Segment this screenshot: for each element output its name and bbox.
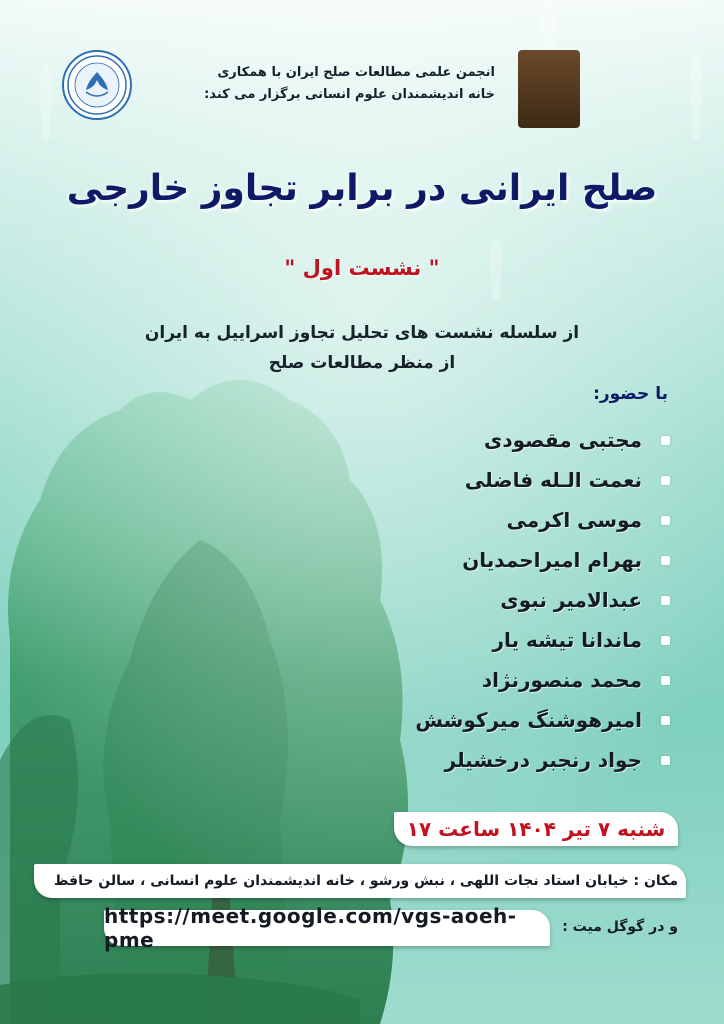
bullet-icon bbox=[661, 676, 670, 685]
speaker-name: موسی اکرمی bbox=[506, 508, 642, 532]
header-text bbox=[165, 62, 495, 106]
speaker-name: امیرهوشنگ میرکوشش bbox=[415, 708, 642, 732]
speaker-item bbox=[250, 740, 670, 780]
speaker-item bbox=[250, 700, 670, 740]
location-text: مکان : خیابان استاد نجات اللهی ، نبش ورشو ، خانه اندیشمندان علوم انسانی ، سالن حافظ bbox=[53, 873, 678, 889]
google-meet-link-box[interactable] bbox=[104, 904, 550, 952]
header bbox=[140, 50, 580, 140]
speaker-item bbox=[250, 660, 670, 700]
event-title: صلح ایرانی در برابر تجاوز خارجی bbox=[66, 168, 658, 209]
bullet-icon bbox=[661, 756, 670, 765]
header-host-line: خانه اندیشمندان علوم انسانی برگزار می کند: bbox=[204, 87, 495, 102]
house-of-thinkers-logo bbox=[518, 50, 580, 128]
speaker-name: بهرام امیراحمدیان bbox=[462, 548, 642, 572]
bullet-icon bbox=[661, 556, 670, 565]
subtitle bbox=[0, 318, 724, 378]
speaker-item bbox=[250, 620, 670, 660]
google-meet-label: و در گوگل میت : bbox=[562, 919, 678, 935]
bullet-icon bbox=[661, 596, 670, 605]
bullet-icon bbox=[661, 516, 670, 525]
attendance-label: با حضور: bbox=[593, 384, 668, 404]
bullet-icon bbox=[661, 476, 670, 485]
bullet-icon bbox=[661, 716, 670, 725]
location-box bbox=[34, 864, 686, 898]
google-meet-row bbox=[104, 904, 686, 952]
bullet-icon bbox=[661, 436, 670, 445]
bullet-icon bbox=[661, 636, 670, 645]
speaker-name: جواد رنجبر درخشیلر bbox=[444, 748, 642, 772]
date-time-box bbox=[394, 812, 678, 846]
date-time-text: شنبه ۷ تیر ۱۴۰۴ ساعت ۱۷ bbox=[406, 817, 666, 841]
peace-studies-logo bbox=[62, 50, 132, 120]
google-meet-link[interactable]: https://meet.google.com/vgs-aoeh-pme bbox=[104, 904, 517, 952]
speaker-item bbox=[250, 580, 670, 620]
subtitle-line-2: از منظر مطالعات صلح bbox=[268, 353, 456, 373]
speaker-name: نعمت الـله فاضلی bbox=[464, 468, 642, 492]
speaker-name: عبدالامیر نبوی bbox=[500, 588, 642, 612]
speaker-name: محمد منصورنژاد bbox=[481, 668, 642, 692]
speaker-name: مجتبی مقصودی bbox=[484, 428, 642, 452]
speaker-name: ماندانا تیشه یار bbox=[492, 628, 642, 652]
subtitle-line-1: از سلسله نشست های تحلیل تجاوز اسراییل به ایران bbox=[144, 323, 580, 343]
speaker-item bbox=[250, 420, 670, 460]
speaker-list bbox=[250, 420, 670, 780]
speaker-item bbox=[250, 500, 670, 540]
speaker-item bbox=[250, 540, 670, 580]
speaker-item bbox=[250, 460, 670, 500]
session-title: " نشست اول " bbox=[284, 256, 440, 280]
header-organizer-line: انجمن علمی مطالعات صلح ایران با همکاری bbox=[217, 65, 495, 80]
